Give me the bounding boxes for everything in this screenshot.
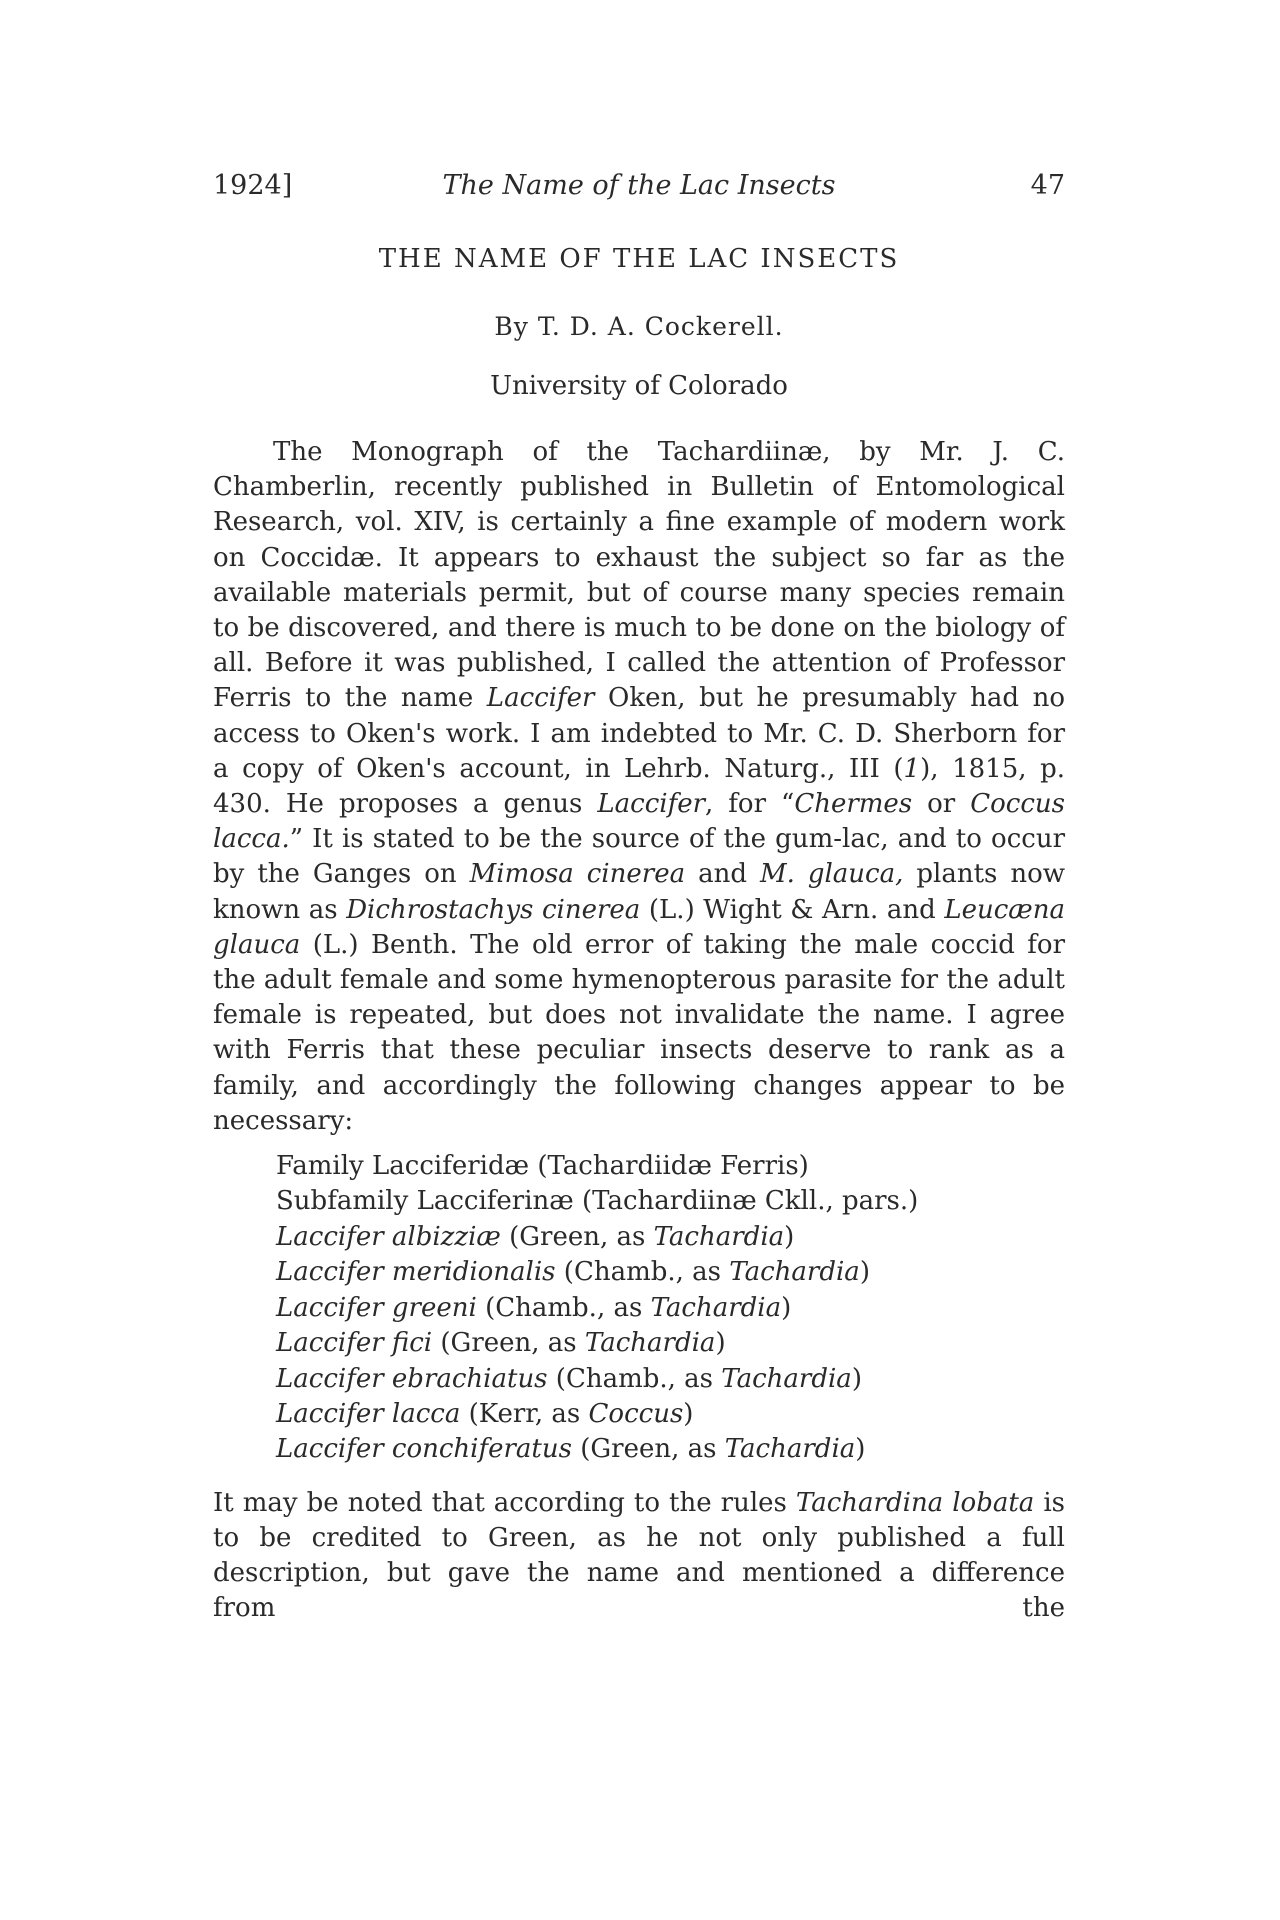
- list-item: Family Lacciferidæ (Tachardiidæ Ferris): [276, 1151, 809, 1182]
- affiliation: University of Colorado: [490, 371, 788, 401]
- running-head-title: The Name of the Lac Insects: [442, 170, 836, 201]
- list-item: Laccifer lacca (Kerr, as Coccus): [276, 1398, 694, 1429]
- list-item: Laccifer ebrachiatus (Chamb., as Tachardia): [276, 1363, 862, 1394]
- running-head-year: 1924]: [213, 170, 293, 201]
- species-list: [276, 1149, 1065, 1468]
- paragraph-2: It may be noted that according to the rules Tachardina lobata is to be credited to Green, as he not only published a full description, but gave the name and mentioned a difference from the: [213, 1487, 1065, 1624]
- paragraph-1: The Monograph of the Tachardiinæ, by Mr. J. C. Chamberlin, recently published in Bulletin of Entomological Research, vol. XIV, is certainly a fine example of modern work on Coccidæ. It appears to exhaust the subject so far as the available materials permit, but of course many species remain to be discovered, and there is much to be done on the biology of all. Before it was published, I called the attention of Professor Ferris to the name Laccifer Oken, but he presumably had no access to Oken's work. I am indebted to Mr. C. D. Sherborn for a copy of Oken's account, in Lehrb. Naturg., III (1), 1815, p. 430. He proposes a genus Laccifer, for “Chermes or Coccus lacca.” It is stated to be the source of the gum-lac, and to occur by the Ganges on Mimosa cinerea and M. glauca, plants now known as Dichrostachys cinerea (L.) Wight & Arn. and Leucæna glauca (L.) Benth. The old error of taking the male coccid for the adult female and some hymenopterous parasite for the adult female is repeated, but does not invalidate the name. I agree with Ferris that these peculiar insects deserve to rank as a family, and accordingly the following changes appear to be necessary:: [213, 437, 1066, 1136]
- list-item: Laccifer conchiferatus (Green, as Tachardia): [276, 1434, 866, 1465]
- page: [213, 170, 1065, 1653]
- list-item: Laccifer greeni (Chamb., as Tachardia): [276, 1292, 792, 1323]
- list-item: Subfamily Lacciferinæ (Tachardiinæ Ckll., pars.): [276, 1186, 919, 1217]
- list-item: Laccifer fici (Green, as Tachardia): [276, 1328, 726, 1359]
- article-title: THE NAME OF THE LAC INSECTS: [378, 244, 900, 274]
- running-head: [213, 170, 1065, 210]
- list-item: Laccifer albizziæ (Green, as Tachardia): [276, 1221, 795, 1252]
- page-number: 47: [1030, 170, 1065, 201]
- list-item: Laccifer meridionalis (Chamb., as Tachardia): [276, 1257, 870, 1288]
- byline: By T. D. A. Cockerell.: [494, 312, 784, 341]
